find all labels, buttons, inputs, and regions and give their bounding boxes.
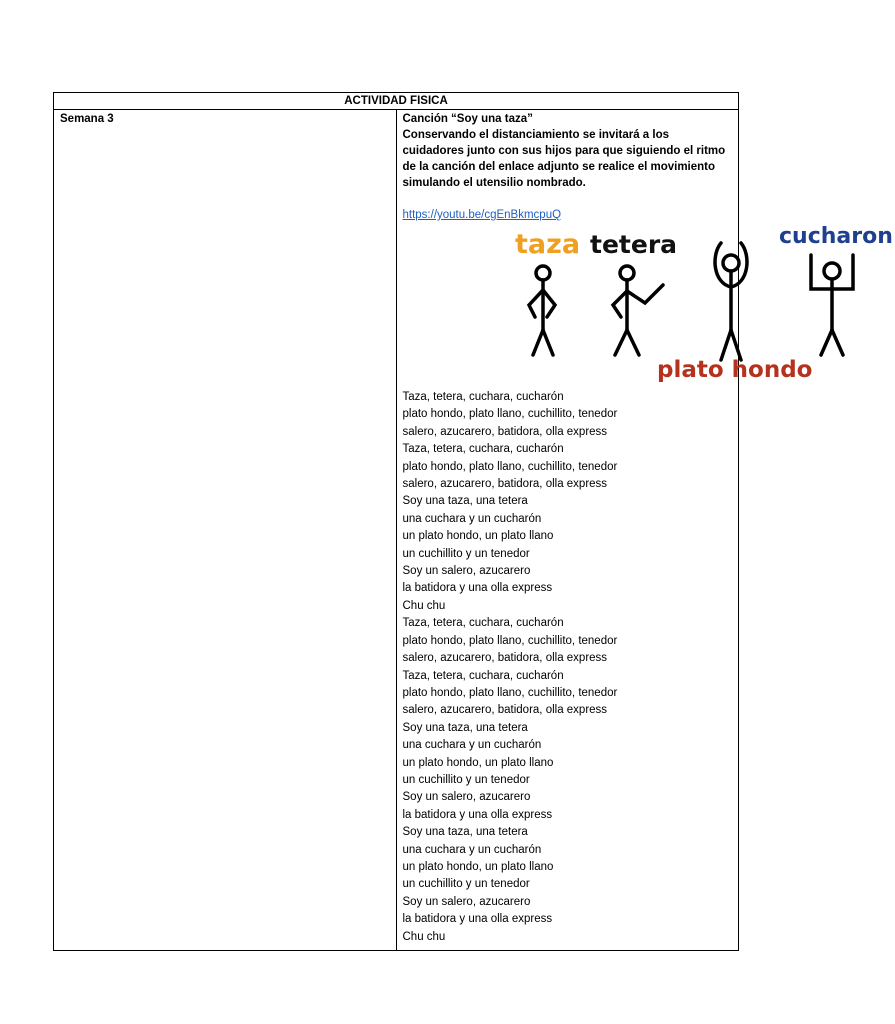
lyric-line: un plato hondo, un plato llano <box>402 530 554 543</box>
lyric-line: la batidora y una olla express <box>402 582 553 595</box>
lyric-line: Soy un salero, azucarero <box>402 565 531 578</box>
figure-tetera <box>613 266 663 355</box>
lyrics-list <box>403 389 733 946</box>
lyric-line: una cuchara y un cucharón <box>402 512 542 525</box>
activity-table <box>53 92 893 951</box>
lyric-line: salero, azucarero, batidora, olla express <box>402 425 608 438</box>
lyric-line: un cuchillito y un tenedor <box>402 878 530 891</box>
lyric-line: Soy una taza, una tetera <box>402 495 528 508</box>
lyric-line: una cuchara y un cucharón <box>402 739 542 752</box>
video-link[interactable]: https://youtu.be/cgEnBkmcpuQ <box>402 209 562 221</box>
figure-taza <box>529 266 555 355</box>
label-plato-hondo: plato hondo <box>656 357 812 383</box>
lyric-line: Taza, tetera, cuchara, cucharón <box>402 669 564 682</box>
table-header-row <box>54 93 739 110</box>
lyric-line: un cuchillito y un tenedor <box>402 773 530 786</box>
lyric-line: un cuchillito y un tenedor <box>402 547 530 560</box>
label-taza: taza <box>514 229 580 260</box>
lyric-line: Soy una taza, una tetera <box>402 826 528 839</box>
table-header: ACTIVIDAD FISICA <box>54 93 739 110</box>
lyric-line: salero, azucarero, batidora, olla express <box>402 478 608 491</box>
lyric-line: Taza, tetera, cuchara, cucharón <box>402 617 564 630</box>
label-cucharon: cucharon <box>778 224 893 249</box>
lyric-line: plato hondo, plato llano, cuchillito, tenedor <box>402 408 618 421</box>
lyric-line: un plato hondo, un plato llano <box>402 756 554 769</box>
lyric-line: Chu chu <box>402 599 446 612</box>
stick-figures-svg <box>515 225 895 385</box>
lyric-line: una cuchara y un cucharón <box>402 843 542 856</box>
lyric-line: Soy una taza, una tetera <box>402 721 528 734</box>
lyric-line: plato hondo, plato llano, cuchillito, tenedor <box>402 460 618 473</box>
intro-text: Conservando el distanciamiento se invitará a los cuidadores junto con sus hijos para que siguiendo el ritmo de la canción del enlace adjunto se realice el movimiento simulando el utensilio nombrado. <box>402 129 726 189</box>
stick-figures-illustration <box>515 225 895 385</box>
label-tetera: tetera <box>589 230 677 259</box>
lyric-line: Soy un salero, azucarero <box>402 791 531 804</box>
lyric-line: salero, azucarero, batidora, olla express <box>402 704 608 717</box>
lyric-line: Chu chu <box>402 930 446 943</box>
lyric-line: un plato hondo, un plato llano <box>402 860 554 873</box>
lyric-line: salero, azucarero, batidora, olla express <box>402 652 608 665</box>
lyric-line: Soy un salero, azucarero <box>402 895 531 908</box>
lyric-line: Taza, tetera, cuchara, cucharón <box>402 443 564 456</box>
lyric-line: plato hondo, plato llano, cuchillito, tenedor <box>402 634 618 647</box>
lyric-line: plato hondo, plato llano, cuchillito, tenedor <box>402 686 618 699</box>
lyric-line: la batidora y una olla express <box>402 913 553 926</box>
figure-plato-hondo <box>715 243 747 360</box>
lyric-line: Taza, tetera, cuchara, cucharón <box>402 391 564 403</box>
content-cell <box>396 110 893 951</box>
week-label: Semana 3 <box>54 110 397 951</box>
lyric-line: la batidora y una olla express <box>402 808 553 821</box>
table-row <box>54 110 739 951</box>
song-title: Canción “Soy una taza” <box>402 113 533 125</box>
figure-cucharon <box>811 255 853 355</box>
